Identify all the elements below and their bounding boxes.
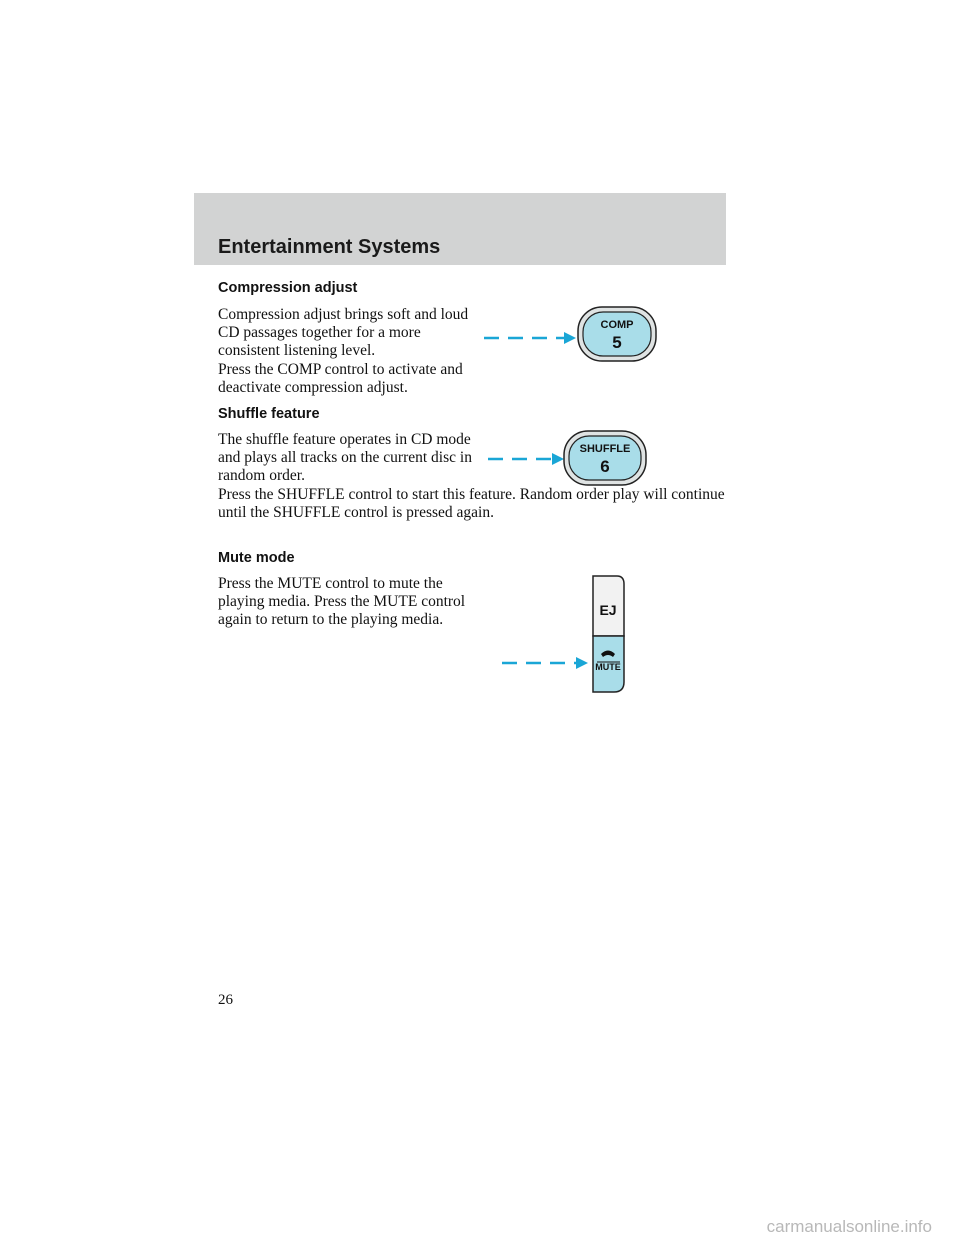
section-heading-compression: Compression adjust <box>218 280 358 296</box>
shuffle-button-number: 6 <box>600 457 610 476</box>
arrow-head <box>552 453 564 465</box>
mute-button-label: MUTE <box>595 662 621 672</box>
mute-button-diagram <box>498 574 630 696</box>
shuffle-paragraph-2: Press the SHUFFLE control to start this feature. Random order play will continue until the SHUFFLE control is pressed again. <box>218 486 725 521</box>
ej-button-label: EJ <box>599 602 617 618</box>
watermark: carmanualsonline.info <box>766 1217 932 1236</box>
shuffle-button-diagram <box>484 429 664 489</box>
page-number: 26 <box>218 992 233 1008</box>
comp-button-label: COMP <box>600 319 634 331</box>
comp-button-number: 5 <box>612 333 622 352</box>
shuffle-paragraph-1: The shuffle feature operates in CD mode and plays all tracks on the current disc in random order. <box>218 431 472 484</box>
compression-paragraph-2: Press the COMP control to activate and deactivate compression adjust. <box>218 361 463 396</box>
page-title: Entertainment Systems <box>218 236 441 258</box>
section-heading-shuffle: Shuffle feature <box>218 406 320 422</box>
shuffle-button-label: SHUFFLE <box>579 443 631 455</box>
arrow-head <box>564 332 576 344</box>
mute-paragraph-1: Press the MUTE control to mute the playing media. Press the MUTE control again to return to the playing media. <box>218 575 466 628</box>
compression-paragraph-1: Compression adjust brings soft and loud CD passages together for a more consistent listening level. <box>218 306 469 359</box>
section-heading-mute: Mute mode <box>218 550 295 566</box>
arrow-head <box>576 657 588 669</box>
comp-button-diagram <box>480 305 660 365</box>
